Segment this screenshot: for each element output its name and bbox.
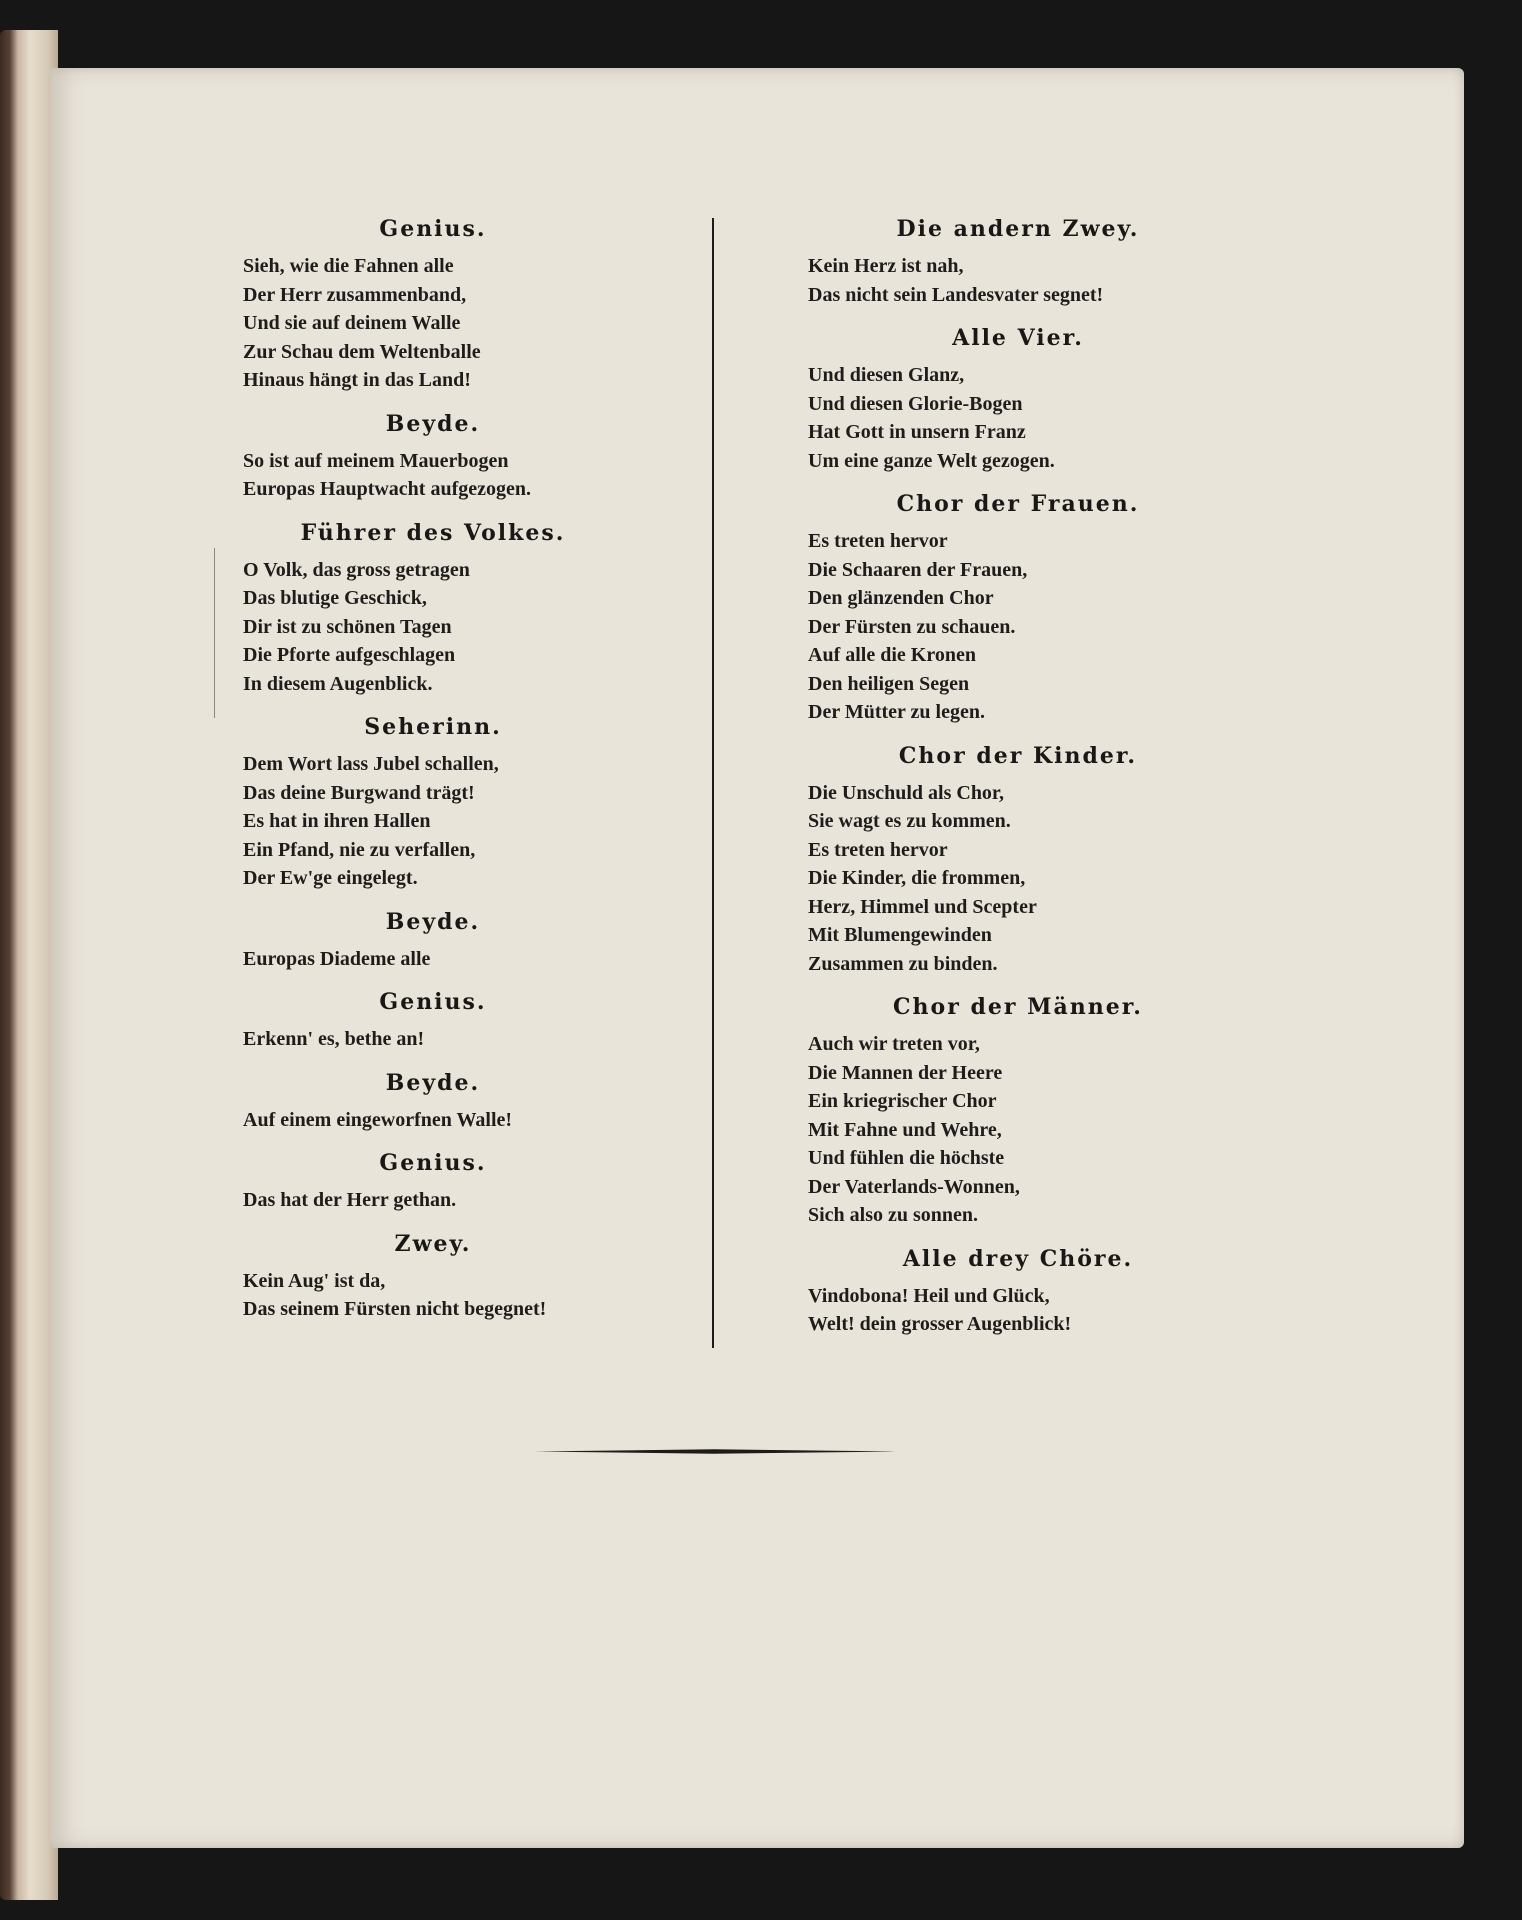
verse-line: Kein Aug' ist da, [243,1269,386,1292]
speaker-heading: Alle Vier. [952,325,1084,351]
speaker-heading: Genius. [379,216,487,242]
verse-line: Und fühlen die höchste [808,1147,1005,1169]
verse-line: Der Fürsten zu schauen. [808,615,1016,638]
speech-section [243,1070,623,1135]
speech-section [808,216,1228,309]
speech-section [243,411,623,504]
verse-line: Hinaus hängt in das Land! [243,369,471,391]
verse-line: Die Schaaren der Frauen, [808,558,1028,581]
verse-line: Die Unschuld als Chor, [808,781,1004,804]
verse-line: Es treten hervor [808,530,948,552]
verse-line: Vindobona! Heil und Glück, [808,1284,1050,1307]
verse-line: Es treten hervor [808,838,948,861]
right-column [808,216,1228,1355]
speaker-heading: Chor der Frauen. [896,491,1140,517]
verse-line: Europas Hauptwacht aufgezogen. [243,478,531,500]
book-page [50,68,1464,1848]
verse-line: Auf alle die Kronen [808,644,976,666]
speech-section [243,216,623,395]
verse-line: Der Mütter zu legen. [808,701,985,723]
speech-section [243,909,623,974]
verse-line: Zusammen zu binden. [808,952,998,975]
speaker-heading: Beyde. [385,908,481,935]
speaker-heading: Seherinn. [364,714,502,740]
verse-line: Und sie auf deinem Walle [243,312,461,334]
speaker-heading: Genius. [379,989,487,1015]
verse-line: Das nicht sein Landesvater segnet! [808,283,1104,306]
left-column [243,216,623,1340]
verse-line: Herz, Himmel und Scepter [808,895,1037,918]
verse-line: Erkenn' es, bethe an! [243,1028,425,1050]
speaker-heading: Die andern Zwey. [896,216,1140,242]
verse-line: Der Vaterlands-Wonnen, [808,1175,1020,1198]
speech-section [243,1150,623,1215]
verse-line: Sie wagt es zu kommen. [808,810,1011,832]
end-ornament-rule [534,1449,896,1454]
column-divider [712,218,714,1348]
verse-line: Mit Blumengewinden [808,924,992,946]
speech-section [243,1231,623,1324]
verse-line: Den heiligen Segen [808,672,970,695]
speaker-heading: Beyde. [385,1069,481,1096]
verse-line: Sich also zu sonnen. [808,1204,979,1226]
speaker-heading: Chor der Männer. [893,994,1143,1020]
verse-line: Zur Schau dem Weltenballe [243,340,481,363]
speech-section [808,743,1228,979]
verse-line: Und diesen Glanz, [808,364,965,386]
verse-line: Mit Fahne und Wehre, [808,1118,1002,1141]
speech-section [808,491,1228,727]
verse-line: Sieh, wie die Fahnen alle [243,255,454,277]
verse-line: Hat Gott in unsern Franz [808,421,1026,443]
verse-line: Die Pforte aufgeschlagen [243,644,456,666]
verse-line: Dem Wort lass Jubel schallen, [243,753,499,775]
verse-line: Die Mannen der Heere [808,1061,1003,1084]
verse-line: So ist auf meinem Mauerbogen [243,449,509,472]
verse-line: Das blutige Geschick, [243,587,427,609]
verse-line: Das seinem Fürsten nicht begegnet! [243,1298,547,1320]
verse-line: Die Kinder, die frommen, [808,867,1026,889]
speaker-heading: Beyde. [385,410,481,437]
verse-line: Welt! dein grosser Augenblick! [808,1313,1072,1335]
margin-pencil-mark [214,548,215,718]
verse-line: Dir ist zu schönen Tagen [243,615,452,638]
speech-section [808,1246,1228,1339]
speaker-heading: Führer des Volkes. [300,519,566,546]
verse-line: Um eine ganze Welt gezogen. [808,449,1055,472]
verse-line: Es hat in ihren Hallen [243,810,431,832]
speaker-heading: Genius. [379,1150,487,1176]
verse-line: Das hat der Herr gethan. [243,1189,457,1211]
speech-section [243,520,623,699]
verse-line: In diesem Augenblick. [243,672,433,695]
verse-line: Ein Pfand, nie zu verfallen, [243,838,476,861]
speaker-heading: Alle drey Chöre. [902,1245,1134,1272]
verse-line: Der Ew'ge eingelegt. [243,867,418,889]
verse-line: Europas Diademe alle [243,947,431,970]
speech-section [808,994,1228,1230]
speech-section [243,714,623,893]
speaker-heading: Chor der Kinder. [898,742,1138,769]
verse-line: Den glänzenden Chor [808,587,994,609]
speech-section [808,325,1228,475]
verse-line: Das deine Burgwand trägt! [243,781,475,804]
verse-line: Kein Herz ist nah, [808,255,964,277]
speaker-heading: Zwey. [394,1230,472,1257]
speech-section [243,989,623,1054]
verse-line: Und diesen Glorie-Bogen [808,392,1023,415]
verse-line: Auch wir treten vor, [808,1033,980,1055]
verse-line: Ein kriegrischer Chor [808,1090,997,1112]
verse-line: O Volk, das gross getragen [243,558,470,581]
verse-line: Der Herr zusammenband, [243,283,467,306]
verse-line: Auf einem eingeworfnen Walle! [243,1108,513,1131]
